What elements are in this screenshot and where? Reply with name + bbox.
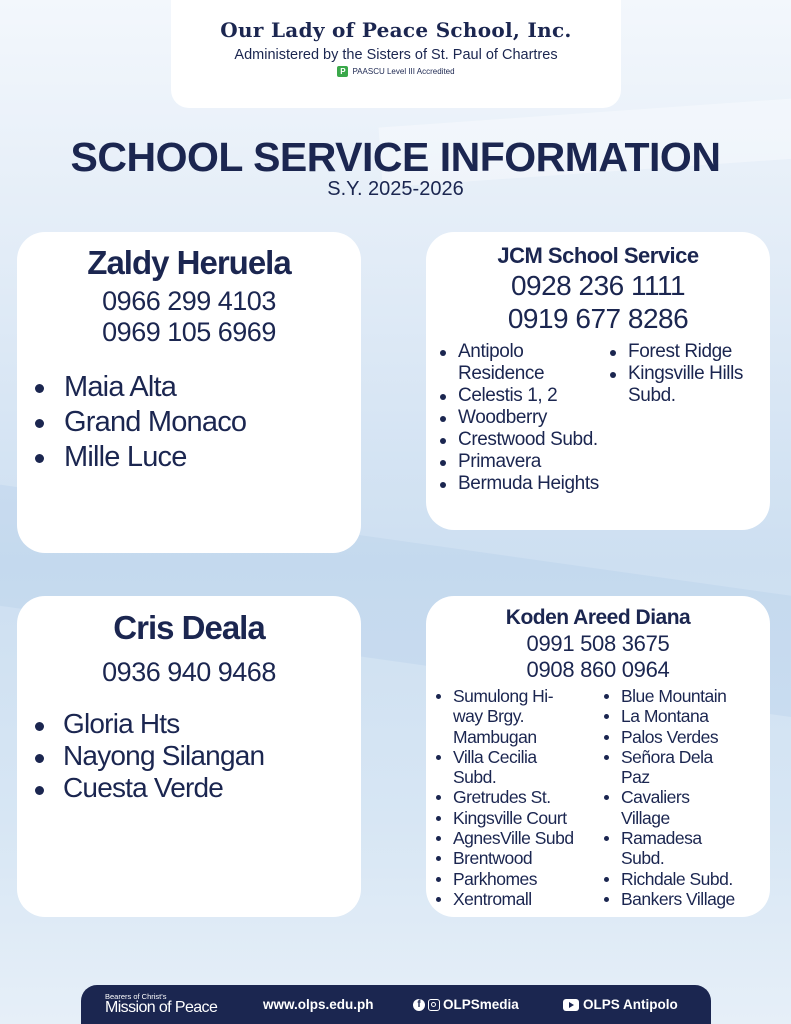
accreditation [171, 66, 621, 77]
service-card-koden-areed-diana [426, 596, 770, 917]
list-item: Antipolo Residence [436, 341, 606, 385]
service-phone[interactable]: 0908 860 0964 [526, 657, 670, 682]
service-card-zaldy-heruela [17, 232, 361, 553]
social-handle: OLPSmedia [443, 997, 519, 1012]
youtube-link[interactable] [563, 997, 678, 1012]
service-phone[interactable]: 0928 236 1111 [510, 270, 686, 301]
list-item: Gretrudes St. [432, 787, 600, 807]
footer-tagline: Bearers of Christ's [105, 992, 167, 1001]
list-item: Palos Verdes [600, 727, 762, 747]
footer-mission: Mission of Peace [105, 999, 218, 1016]
list-item: Kingsville Court [432, 808, 600, 828]
service-area-columns [426, 341, 770, 495]
paascu-logo-icon: P [337, 66, 348, 77]
list-item: Mille Luce [17, 440, 361, 475]
youtube-channel: OLPS Antipolo [583, 997, 678, 1012]
list-item: Forest Ridge [606, 341, 766, 363]
service-area-list [606, 341, 766, 495]
service-card-cris-deala [17, 596, 361, 917]
list-item: Sumulong Hi-way Brgy. Mambugan [432, 686, 572, 747]
list-item: Parkhomes [432, 869, 600, 889]
social-media-link[interactable] [413, 997, 519, 1012]
service-phone[interactable]: 0919 677 8286 [507, 303, 689, 334]
service-phone[interactable]: 0966 299 4103 [102, 286, 276, 316]
list-item: Bermuda Heights [436, 473, 606, 495]
service-area-list [432, 686, 600, 909]
list-item: Grand Monaco [17, 405, 361, 440]
page-title: SCHOOL SERVICE INFORMATION [70, 134, 721, 180]
list-item: Primavera [436, 451, 606, 473]
list-item: Nayong Silangan [17, 740, 361, 772]
accreditation-text: PAASCU Level III Accredited [352, 67, 455, 76]
list-item: AgnesVille Subd [432, 828, 600, 848]
school-name: Our Lady of Peace School, Inc. [220, 18, 572, 42]
service-name: Zaldy Heruela [87, 244, 291, 281]
service-phone[interactable]: 0991 508 3675 [526, 631, 670, 656]
list-item: Celestis 1, 2 [436, 385, 606, 407]
list-item: Crestwood Subd. [436, 429, 606, 451]
service-area-list [436, 341, 606, 495]
youtube-icon [563, 999, 579, 1011]
service-card-jcm-school-service [426, 232, 770, 530]
list-item: Gloria Hts [17, 708, 361, 740]
list-item: Richdale Subd. [600, 869, 762, 889]
service-name: Koden Areed Diana [505, 606, 691, 629]
list-item: Woodberry [436, 407, 606, 429]
list-item: Señora Dela Paz [600, 747, 728, 788]
school-year: S.Y. 2025-2026 [327, 178, 464, 200]
list-item: Ramadesa Subd. [600, 828, 715, 869]
list-item: Maia Alta [17, 370, 361, 405]
service-name: Cris Deala [113, 609, 265, 646]
facebook-icon: f [413, 999, 425, 1011]
school-header [171, 0, 621, 108]
list-item: Villa Cecilia Subd. [432, 747, 552, 788]
list-item: Xentromall [432, 889, 600, 909]
school-administration: Administered by the Sisters of St. Paul of Chartres [234, 47, 558, 63]
list-item: Brentwood [432, 848, 600, 868]
website-link[interactable]: www.olps.edu.ph [263, 997, 374, 1012]
list-item: Blue Mountain [600, 686, 762, 706]
footer-bar [81, 985, 711, 1024]
list-item: Kingsville Hills Subd. [606, 363, 746, 407]
service-phone[interactable]: 0936 940 9468 [102, 657, 276, 687]
list-item: Bankers Village [600, 889, 762, 909]
service-area-columns [426, 686, 770, 909]
service-phone[interactable]: 0969 105 6969 [102, 317, 276, 347]
list-item: Cavaliers Village [600, 787, 715, 828]
service-area-list [17, 708, 361, 804]
service-name: JCM School Service [497, 243, 699, 268]
service-area-list [600, 686, 762, 909]
list-item: La Montana [600, 706, 762, 726]
service-area-list [17, 370, 361, 475]
instagram-icon [428, 999, 440, 1011]
list-item: Cuesta Verde [17, 772, 361, 804]
